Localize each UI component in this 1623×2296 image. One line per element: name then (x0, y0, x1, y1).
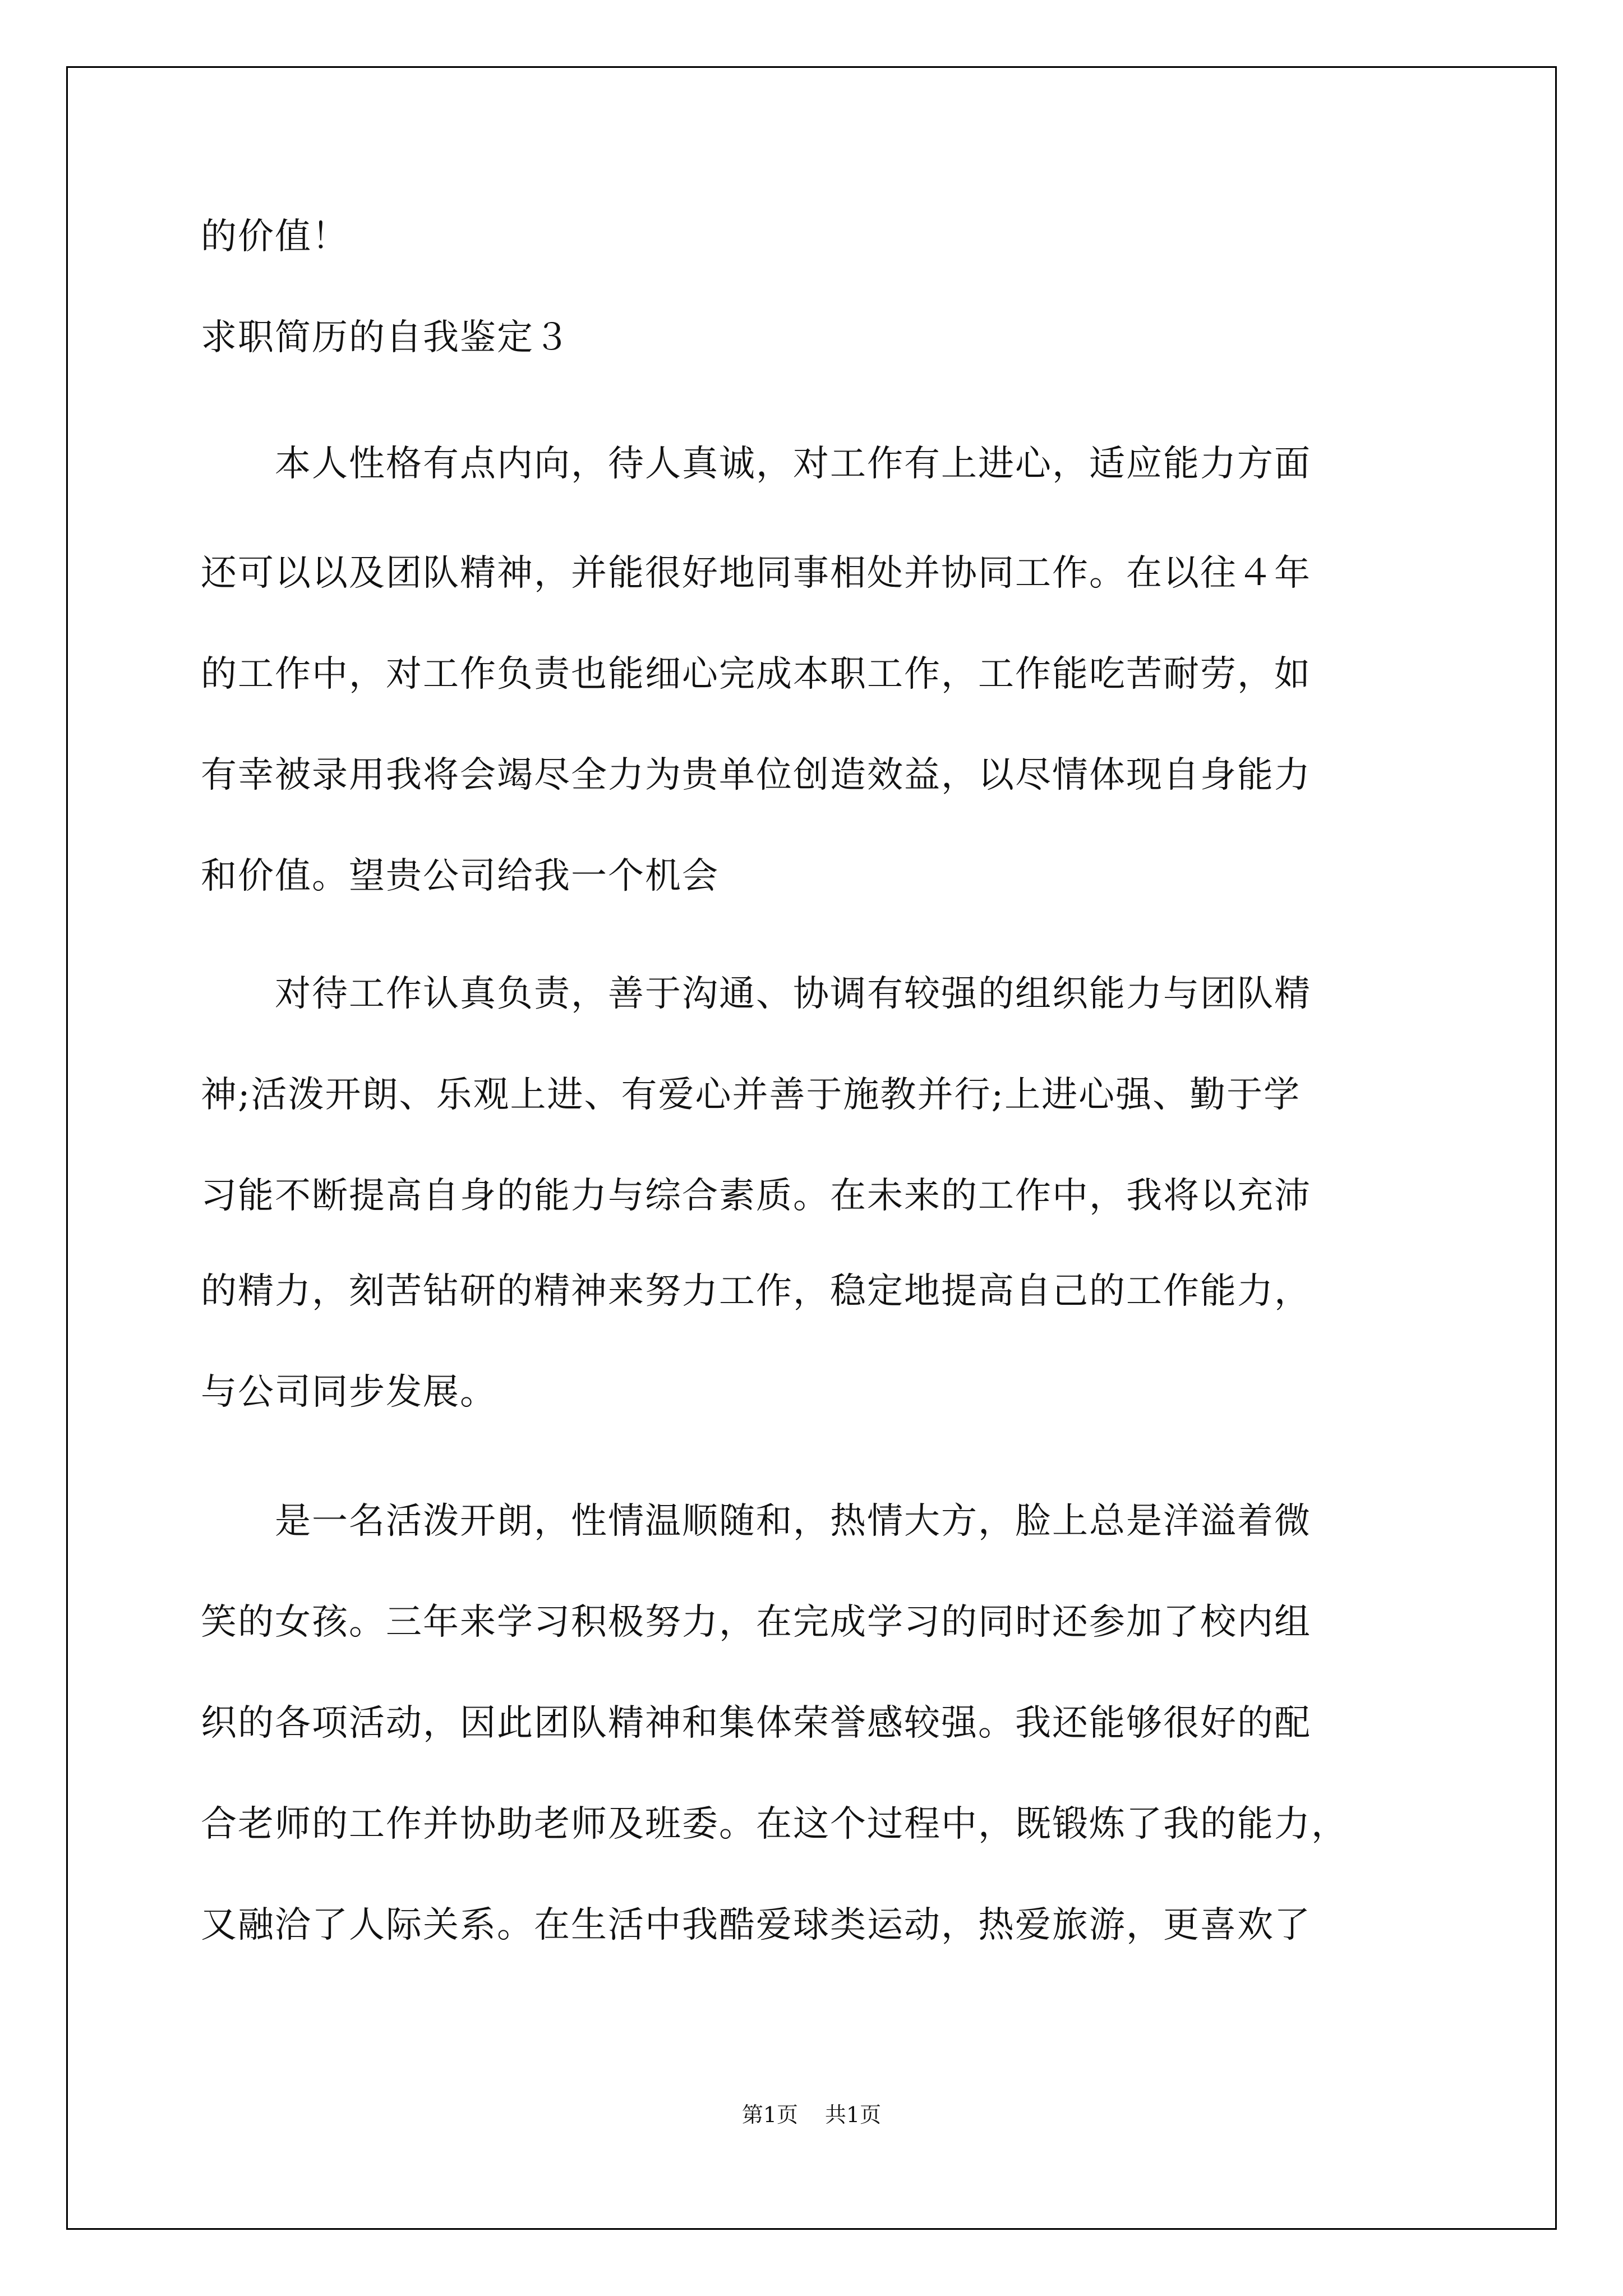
page-footer (0, 2104, 1623, 2126)
section-heading: 求职简历的自我鉴定３ (201, 317, 571, 358)
text-line: 的工作中，对工作负责也能细心完成本职工作，工作能吃苦耐劳，如 (201, 654, 1311, 695)
text-line: 的价值！ (201, 216, 349, 257)
text-line: 习能不断提高自身的能力与综合素质。在未来的工作中，我将以充沛 (201, 1175, 1311, 1217)
text-line: 神;活泼开朗、乐观上进、有爱心并善于施教并行;上进心强、勤于学 (201, 1074, 1301, 1116)
text-line: 织的各项活动，因此团队精神和集体荣誉感较强。我还能够很好的配 (201, 1703, 1311, 1744)
text-line: 合老师的工作并协助老师及班委。在这个过程中，既锻炼了我的能力， (201, 1803, 1348, 1845)
text-line: 和价值。望贵公司给我一个机会 (201, 855, 719, 897)
text-line: 笑的女孩。三年来学习积极努力，在完成学习的同时还参加了校内组 (201, 1602, 1311, 1643)
text-line: 是一名活泼开朗，性情温顺随和，热情大方，脸上总是洋溢着微 (201, 1501, 1311, 1542)
text-line: 的精力，刻苦钻研的精神来努力工作，稳定地提高自己的工作能力， (201, 1271, 1311, 1312)
text-line: 与公司同步发展。 (201, 1372, 497, 1413)
text-line: 对待工作认真负责，善于沟通、协调有较强的组织能力与团队精 (201, 973, 1311, 1015)
text-line: 还可以以及团队精神，并能很好地同事相处并协同工作。在以往４年 (201, 553, 1311, 594)
page-number-current: 第1页 (741, 2102, 798, 2127)
text-line: 本人性格有点内向，待人真诚，对工作有上进心，适应能力方面 (201, 443, 1311, 485)
page-number-total: 共1页 (825, 2102, 882, 2127)
text-line: 有幸被录用我将会竭尽全力为贵单位创造效益，以尽情体现自身能力 (201, 754, 1311, 796)
text-line: 又融洽了人际关系。在生活中我酷爱球类运动，热爱旅游，更喜欢了 (201, 1904, 1311, 1946)
